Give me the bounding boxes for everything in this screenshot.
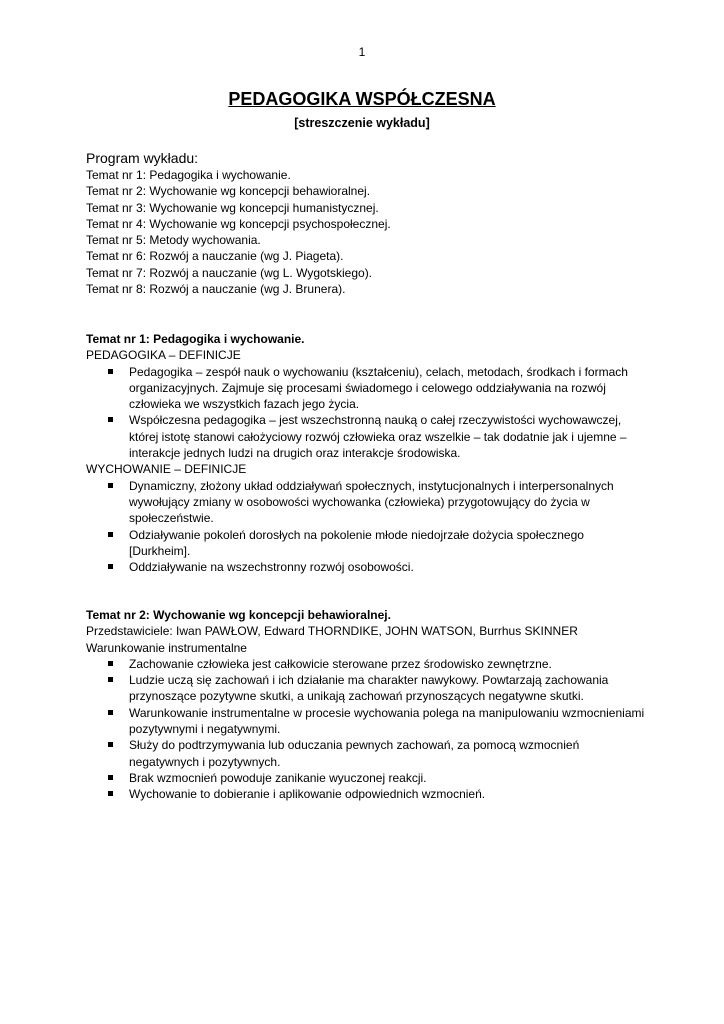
program-item: Temat nr 1: Pedagogika i wychowanie. xyxy=(86,168,291,182)
list-item: Współczesna pedagogika – jest wszechstronną nauką o całej rzeczywistości wychowawczej, której istotę stanowi całożyciowy rozwój człowieka oraz wszelkie – tak dodatnie jak i ujemne – interakcje jednych ludzi na drugich oraz interakcje środowiska. xyxy=(129,412,646,461)
program-heading: Program wykładu: xyxy=(86,150,199,166)
program-item: Temat nr 4: Wychowanie wg koncepcji psychospołecznej. xyxy=(86,216,391,231)
program-item: Temat nr 2: Wychowanie wg koncepcji behawioralnej. xyxy=(86,184,371,199)
program-item: Temat nr 6: Rozwój a nauczanie (wg J. Piageta). xyxy=(86,249,344,264)
document-title: PEDAGOGIKA WSPÓŁCZESNA xyxy=(228,89,496,109)
program-item: Temat nr 5: Metody wychowania. xyxy=(86,233,261,248)
bullet-list xyxy=(86,364,646,462)
list-item: Warunkowanie instrumentalne w procesie wychowania polega na manipulowaniu wzmocnieniami pozytywnymi i negatywnymi. xyxy=(129,705,645,737)
list-item: Dynamiczny, złożony układ oddziaływań społecznych, instytucjonalnych i interpersonalnych wywołujący zmiany w osobowości wychowanka (człowieka) przygotowujący do życia w społeczeństwie. xyxy=(129,478,646,527)
subheading-pedagogy-definitions: PEDAGOGIKA – DEFINICJE xyxy=(86,348,241,363)
section-topic-1 xyxy=(86,331,646,575)
list-item: Zachowanie człowieka jest całkowicie sterowane przez środowisko zewnętrzne. xyxy=(129,656,646,672)
program-item: Temat nr 3: Wychowanie wg koncepcji humanistycznej. xyxy=(86,200,379,215)
list-item: Pedagogika – zespół nauk o wychowaniu (kształceniu), celach, metodach, środkach i formach organizacyjnych. Zajmuje się procesami świadomego i celowego oddziaływania na rozwój człowieka we wszystkich fazach jego życia. xyxy=(129,364,646,413)
representatives-line: Przedstawiciele: Iwan PAWŁOW, Edward THORNDIKE, JOHN WATSON, Burrhus SKINNER xyxy=(86,624,578,639)
program-list xyxy=(86,167,646,297)
list-item: Oddziaływanie na wszechstronny rozwój osobowości. xyxy=(129,559,646,575)
program-item: Temat nr 8: Rozwój a nauczanie (wg J. Brunera). xyxy=(86,282,346,297)
section-topic-2 xyxy=(86,607,646,803)
list-item: Odziaływanie pokoleń dorosłych na pokolenie młode niedojrzałe dożycia społecznego [Durkheim]. xyxy=(129,527,646,560)
list-item: Służy do podtrzymywania lub oduczania pewnych zachowań, za pomocą wzmocnień negatywnych i pozytywnych. xyxy=(129,737,646,770)
section-heading: Temat nr 1: Pedagogika i wychowanie. xyxy=(86,332,305,346)
list-item: Brak wzmocnień powoduje zanikanie wyuczonej reakcji. xyxy=(129,770,646,786)
bullet-list xyxy=(86,478,646,576)
subheading-upbringing-definitions: WYCHOWANIE – DEFINICJE xyxy=(86,462,247,477)
document-subtitle: [streszczenie wykładu] xyxy=(294,116,430,130)
list-item: Wychowanie to dobieranie i aplikowanie odpowiednich wzmocnień. xyxy=(129,786,646,802)
bullet-list xyxy=(86,656,646,803)
program-item: Temat nr 7: Rozwój a nauczanie (wg L. Wygotskiego). xyxy=(86,265,373,280)
subheading-instrumental-conditioning: Warunkowanie instrumentalne xyxy=(86,640,247,655)
page-number: 1 xyxy=(358,45,366,59)
list-item: Ludzie uczą się zachowań i ich działanie ma charakter nawykowy. Powtarzają zachowania przynoszące pozytywne skutki, a unikają zachowań przynoszących negatywne skutki. xyxy=(129,672,646,705)
section-heading: Temat nr 2: Wychowanie wg koncepcji behawioralnej. xyxy=(86,608,391,622)
